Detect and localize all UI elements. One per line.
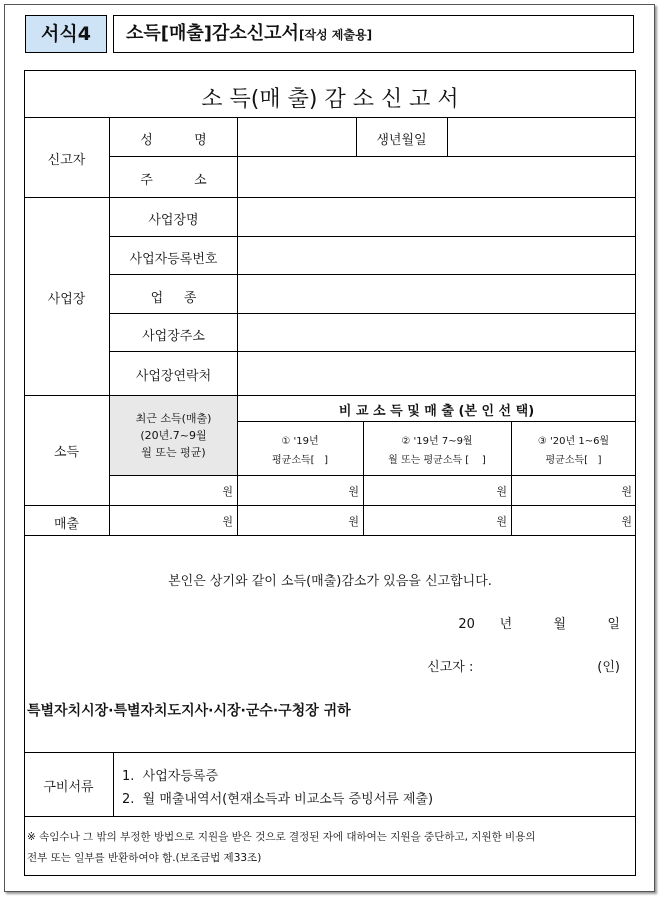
- business-type-label: 업 종: [150, 291, 197, 306]
- business-contact-label: 사업장연락처: [135, 369, 212, 384]
- form-number-tag: 서식4: [25, 15, 107, 53]
- documents-label: 구비서류: [43, 780, 94, 795]
- sales-opt1-unit[interactable]: 원: [348, 515, 359, 528]
- income-opt3-unit[interactable]: 원: [621, 485, 632, 498]
- header-title-text: 소득[매출]감소신고서: [126, 23, 299, 44]
- option3-line1: ③ '20년 1~6월: [537, 436, 610, 447]
- business-contact-field[interactable]: [238, 352, 636, 395]
- sales-opt3-unit[interactable]: 원: [621, 515, 632, 528]
- option1-line1: ① '19년: [281, 436, 319, 447]
- income-recent-unit[interactable]: 원: [222, 485, 233, 498]
- address-field[interactable]: [238, 157, 636, 197]
- option3-line2[interactable]: 평균소득[ ]: [545, 455, 602, 466]
- business-address-label: 사업장주소: [142, 329, 205, 344]
- address-label: 주 소: [140, 173, 207, 188]
- business-name-field[interactable]: [238, 198, 636, 236]
- birthdate-label: 생년월일: [376, 133, 427, 148]
- notice-line2: 전부 또는 일부를 반환하여야 함.(보조금법 제33조): [27, 852, 262, 864]
- declaration-signer[interactable]: 신고자 : (인): [427, 660, 620, 675]
- form-title: 소 득(매 출) 감 소 신 고 서: [201, 87, 459, 112]
- business-label: 사업장: [47, 292, 86, 307]
- declaration-date[interactable]: 20 년 월 일: [458, 617, 620, 632]
- declaration-statement: 본인은 상기와 같이 소득(매출)감소가 있음을 신고합니다.: [168, 574, 492, 589]
- notice-line1: ※ 속임수나 그 밖의 부정한 방법으로 지원을 받은 것으로 결정된 자에 대하여는 지원을 중단하고, 지원한 비용의: [27, 831, 536, 843]
- reporter-label: 신고자: [47, 153, 86, 168]
- name-field[interactable]: [238, 118, 356, 156]
- business-address-field[interactable]: [238, 314, 636, 351]
- compare-income-title: 비 교 소 득 및 매 출 (본 인 선 택): [338, 404, 535, 419]
- addressee: 특별자치시장·특별자치도지사·시장·군수·구청장 귀하: [27, 703, 351, 719]
- recent-income-line3: 월 또는 평균): [141, 446, 206, 459]
- recent-income-line1: 최근 소득(매출): [135, 412, 212, 425]
- recent-income-line2: (20년.7~9월: [140, 429, 207, 442]
- business-reg-field[interactable]: [238, 237, 636, 274]
- income-opt2-unit[interactable]: 원: [496, 485, 507, 498]
- name-label: 성 명: [140, 133, 207, 148]
- option1-line2[interactable]: 평균소득[ ]: [272, 455, 328, 466]
- income-label: 소득: [53, 445, 80, 460]
- sales-recent-unit[interactable]: 원: [222, 515, 233, 528]
- birthdate-field[interactable]: [448, 118, 636, 156]
- sales-label: 매출: [53, 517, 80, 532]
- documents-item2: 2. 월 매출내역서(현재소득과 비교소득 증빙서류 제출): [122, 792, 434, 807]
- business-type-field[interactable]: [238, 275, 636, 313]
- option2-line2[interactable]: 월 또는 평균소득 [ ]: [388, 455, 486, 466]
- sales-opt2-unit[interactable]: 원: [496, 515, 507, 528]
- header-title-sub: [작성 제출용]: [298, 28, 373, 42]
- option2-line1: ② '19년 7~9월: [401, 436, 473, 447]
- income-opt1-unit[interactable]: 원: [348, 485, 359, 498]
- business-reg-label: 사업자등록번호: [129, 252, 218, 267]
- documents-item1: 1. 사업자등록증: [122, 769, 219, 784]
- business-name-label: 사업장명: [148, 213, 199, 228]
- form-header-title: [113, 15, 634, 53]
